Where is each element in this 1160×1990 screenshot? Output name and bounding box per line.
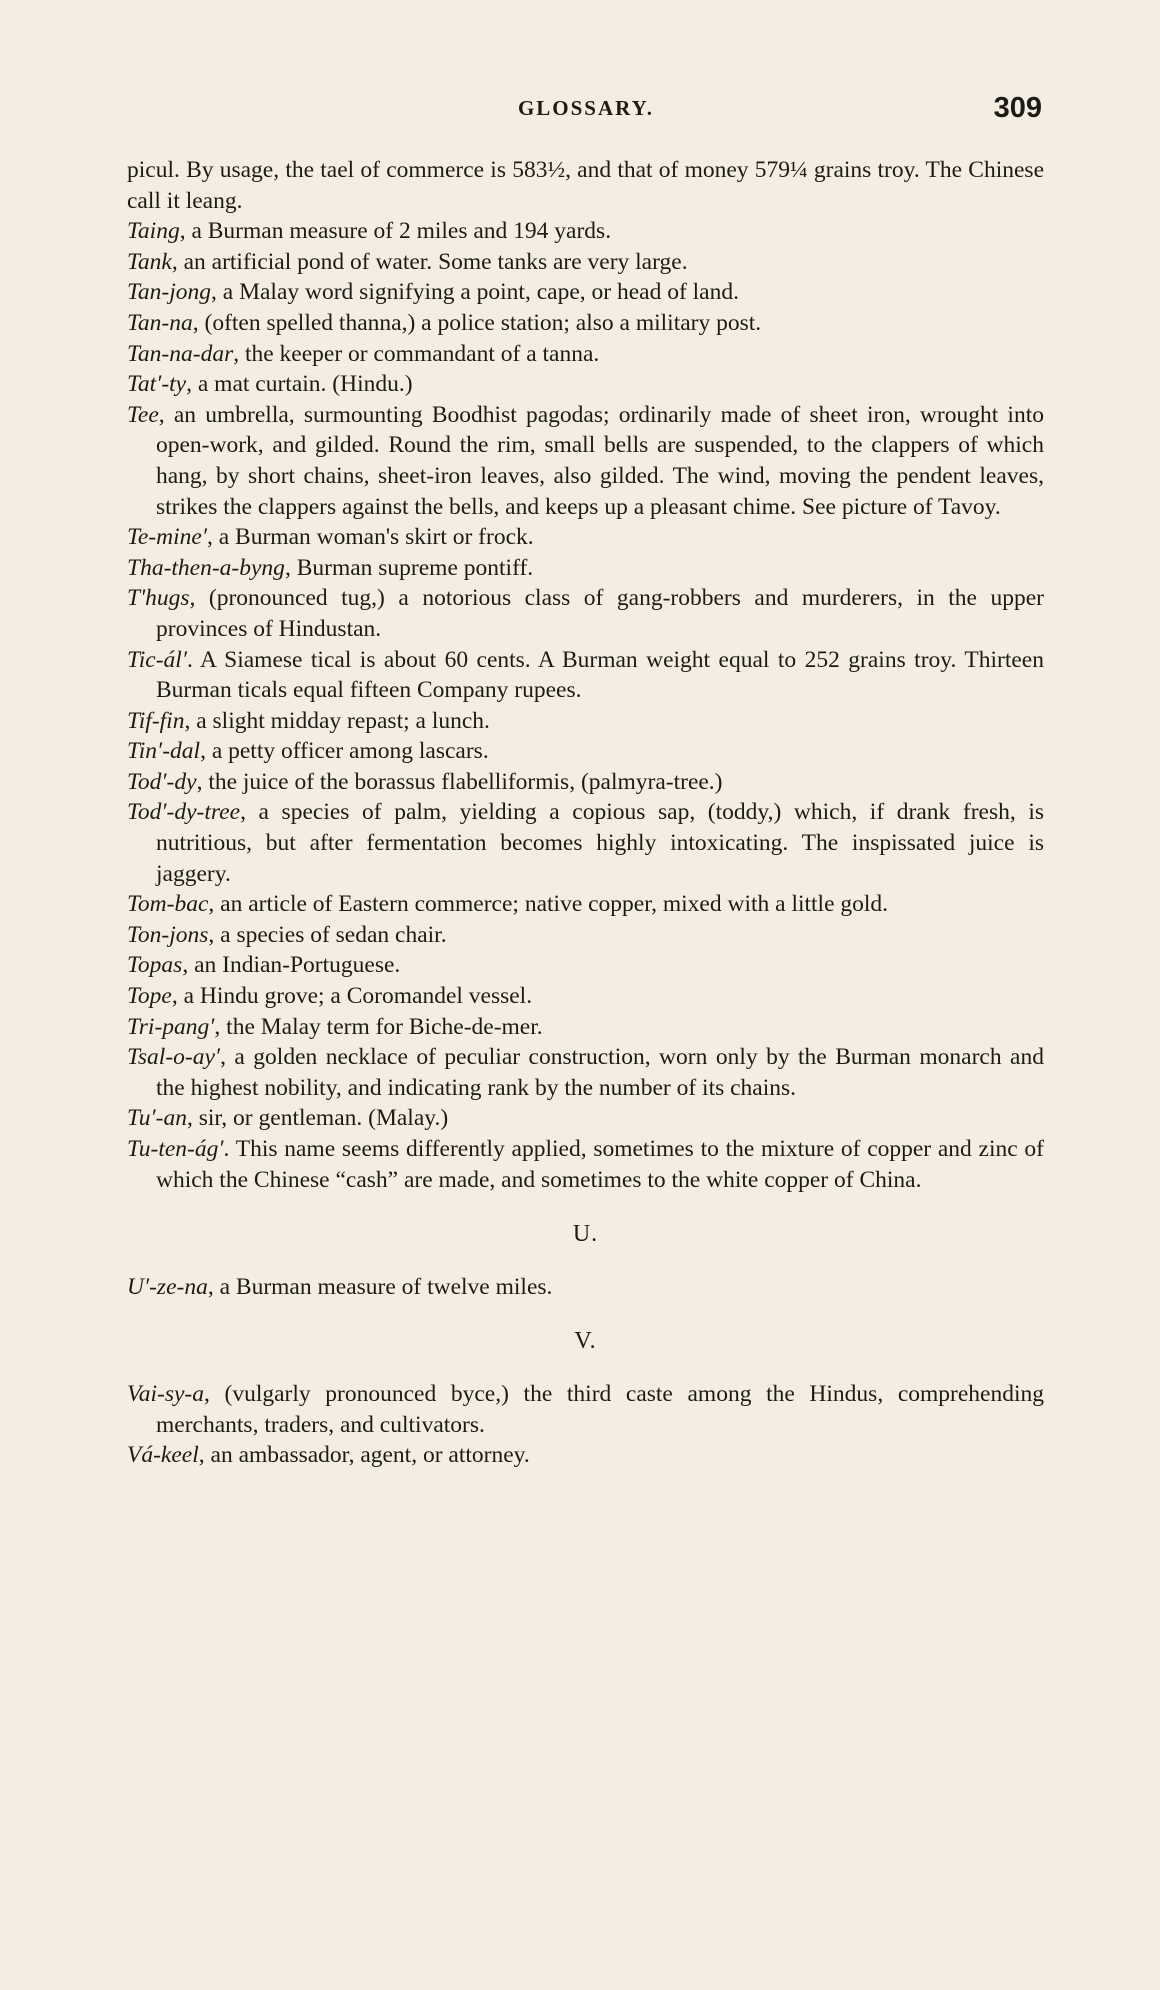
entry-term: Tsal-o-ay′	[127, 1044, 221, 1071]
glossary-entry	[127, 1379, 1044, 1440]
glossary-entry	[127, 1103, 1044, 1134]
glossary-entry	[127, 797, 1044, 889]
section-heading-v: V.	[574, 1328, 597, 1355]
entry-definition: , an Indian-Portuguese.	[182, 952, 401, 979]
entry-definition: , a species of sedan chair.	[208, 921, 447, 948]
entry-term: Tan-na	[127, 309, 193, 336]
glossary-entry	[127, 950, 1044, 981]
glossary-entry	[127, 1134, 1044, 1195]
entry-term: Tu-ten-ág′	[127, 1136, 224, 1162]
entry-term: Topas	[127, 952, 183, 979]
entry-term: Vai-sy-a	[127, 1380, 205, 1407]
entry-definition: , an article of Eastern commerce; native copper, mixed with a little gold.	[208, 891, 889, 918]
entry-definition: , a slight midday repast; a lunch.	[184, 707, 490, 734]
glossary-entry	[127, 216, 1044, 247]
entry-term: Tank	[127, 248, 172, 275]
entry-term: U′-ze-na	[127, 1273, 208, 1300]
glossary-entry	[127, 920, 1044, 951]
entry-definition: , the keeper or commandant of a tanna.	[233, 340, 600, 367]
entry-term: Tif-fin	[127, 707, 185, 734]
glossary-entry	[127, 645, 1044, 706]
entries-u	[127, 1272, 1044, 1303]
entry-definition: , a petty officer among lascars.	[200, 738, 489, 765]
glossary-entry	[127, 400, 1044, 522]
page-title: GLOSSARY.	[517, 96, 655, 120]
glossary-entry	[127, 522, 1044, 553]
glossary-entry	[127, 1440, 1044, 1471]
entry-term: Tod′-dy-tree	[127, 799, 241, 826]
entry-definition: , a Burman measure of 2 miles and 194 yards.	[179, 218, 612, 245]
entry-term: Tom-bac	[127, 891, 209, 918]
entry-definition: . A Siamese tical is about 60 cents. A Burman weight equal to 252 grains troy. Thirteen Burman ticals equal fifteen Company rupees.	[156, 646, 1044, 704]
entry-term: Ton-jons	[127, 921, 209, 948]
entry-definition: . This name seems differently applied, sometimes to the mixture of copper and zinc of which the Chinese “cash” are made, and sometimes to the white copper of China.	[156, 1136, 1044, 1193]
entry-term: Tha-then-a-byng	[127, 554, 285, 581]
entry-definition: , a mat curtain. (Hindu.)	[186, 371, 413, 398]
glossary-entry	[127, 1272, 1044, 1303]
entry-definition: , a Hindu grove; a Coromandel vessel.	[171, 983, 533, 1010]
entry-definition: , a Burman woman's skirt or frock.	[207, 524, 534, 551]
entry-term: Tic-ál′	[127, 646, 187, 673]
entry-term: Tat′-ty	[127, 371, 187, 398]
running-head	[130, 92, 1042, 132]
entry-definition: , an ambassador, agent, or attorney.	[198, 1442, 530, 1469]
entry-definition: , the juice of the borassus flabelliformis, (palmyra-tree.)	[196, 768, 723, 795]
entry-definition: , the Malay term for Biche-de-mer.	[214, 1013, 543, 1040]
glossary-entry	[127, 767, 1044, 798]
entry-definition: , (often spelled thanna,) a police station; also a military post.	[192, 309, 762, 336]
glossary-entry	[127, 981, 1044, 1012]
entry-term: Tri-pang′	[127, 1013, 215, 1040]
entry-term: T'hugs	[127, 585, 190, 612]
entry-term: Tu′-an	[127, 1105, 187, 1132]
entry-definition: , Burman supreme pontiff.	[284, 554, 534, 581]
glossary-entry	[127, 339, 1044, 370]
entries-t	[127, 155, 1044, 1195]
glossary-entry	[127, 736, 1044, 767]
glossary-entry	[127, 1012, 1044, 1043]
glossary-entry	[127, 155, 1044, 216]
section-heading-u: U.	[572, 1221, 599, 1248]
glossary-entry	[127, 247, 1044, 278]
glossary-entry	[127, 369, 1044, 400]
entry-definition: , a Malay word signifying a point, cape, or head of land.	[211, 279, 739, 306]
glossary-entry	[127, 553, 1044, 584]
glossary-entry	[127, 308, 1044, 339]
entry-term: Tee	[127, 401, 159, 428]
entry-definition: , (vulgarly pronounced byce,) the third caste among the Hindus, comprehending merchants, traders, and cultivators.	[156, 1380, 1044, 1438]
entry-definition: , (pronounced tug,) a notorious class of gang-robbers and murderers, in the upper provinces of Hindustan.	[156, 585, 1044, 642]
glossary-entry	[127, 889, 1044, 920]
glossary-entry	[127, 583, 1044, 644]
entry-definition: , an artificial pond of water. Some tanks are very large.	[171, 248, 688, 275]
entry-definition: , a Burman measure of twelve miles.	[207, 1273, 553, 1300]
entry-term: Tod′-dy	[127, 768, 197, 795]
entry-definition: , sir, or gentleman. (Malay.)	[187, 1105, 449, 1132]
entry-term: Taing	[127, 218, 180, 245]
entry-definition: picul. By usage, the tael of commerce is 583½, and that of money 579¼ grains troy. The Chinese call it leang.	[127, 157, 1044, 214]
entry-definition: , an umbrella, surmounting Boodhist pagodas; ordinarily made of sheet iron, wrought into open-work, and gilded. Round the rim, small bells are suspended, to the clappers of which hang, by short chains, sheet-iron leaves, also gilded. The wind, moving the pendent leaves, strikes the clappers against the bells, and keeps up a pleasant chime. See picture of Tavoy.	[156, 401, 1044, 520]
entry-term: Tan-jong	[127, 279, 212, 306]
glossary-body	[127, 155, 1044, 1471]
page-number: 309	[993, 92, 1042, 124]
entries-v	[127, 1379, 1044, 1471]
glossary-entry	[127, 706, 1044, 737]
entry-definition: , a golden necklace of peculiar construction, worn only by the Burman monarch and the highest nobility, and indicating rank by the number of its chains.	[156, 1044, 1044, 1101]
glossary-entry	[127, 1042, 1044, 1103]
entry-term: Te-mine′	[127, 524, 207, 551]
entry-term: Vá-keel	[127, 1442, 199, 1469]
entry-term: Tope	[127, 983, 172, 1010]
glossary-entry	[127, 277, 1044, 308]
entry-term: Tin′-dal	[127, 738, 201, 765]
entry-term: Tan-na-dar	[127, 340, 234, 367]
entry-definition: , a species of palm, yielding a copious sap, (toddy,) which, if drank fresh, is nutritious, but after fermentation becomes highly intoxicating. The inspissated juice is jaggery.	[156, 799, 1044, 887]
